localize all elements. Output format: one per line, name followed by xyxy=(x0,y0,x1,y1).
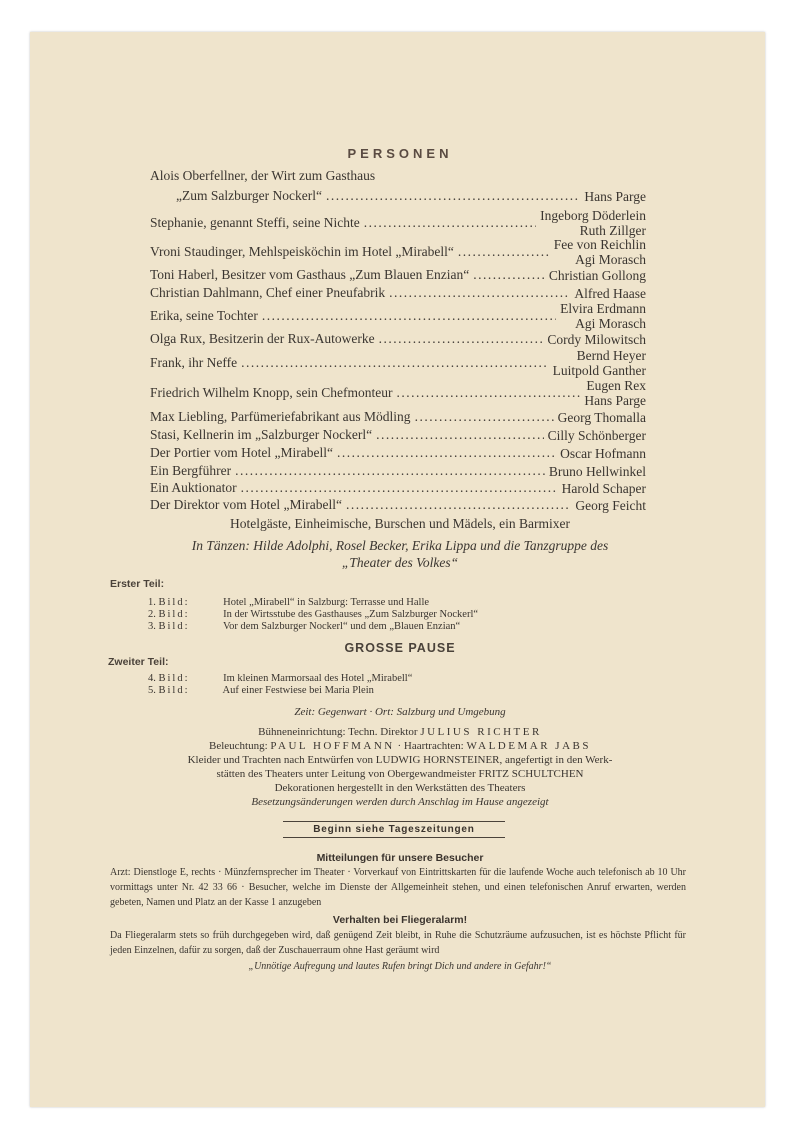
credit-text: · Haartrachten: xyxy=(397,740,464,752)
cast-row xyxy=(150,497,646,513)
start-time-notice: Beginn siehe Tageszeitungen xyxy=(283,821,505,838)
cast-role: Ein Bergführer xyxy=(150,463,232,478)
cast-actor: Christian Gollong xyxy=(548,267,646,283)
cast-actor: Harold Schaper xyxy=(561,480,646,496)
scene-number: 4. xyxy=(148,673,156,684)
cast-actor: Cilly Schönberger xyxy=(547,427,646,443)
scene-bild-label: Bild: xyxy=(158,621,190,632)
scene-item xyxy=(148,609,478,620)
visitor-info-text: Arzt: Dienstloge E, rechts · Münzfernsprecher im Theater · Vorverkauf von Eintrittskarten für die laufende Woche auch telefonisch ab 10 Uhr vormittags unter Nr. 42 33 66 · Besucher, welche im Dienste der Allgemeinheit stehen, und einen telefonischen Anruf erwarten, werden gebeten, Namen und Platz an der Kasse 1 anzugeben xyxy=(110,867,686,908)
cast-role: „Zum Salzburger Nockerl“ xyxy=(176,188,322,203)
credit-line xyxy=(0,726,800,738)
credit-text: Beleuchtung: xyxy=(209,740,268,752)
credit-line xyxy=(0,740,800,752)
cast-row xyxy=(150,445,646,461)
cast-role: Frank, ihr Neffe xyxy=(150,355,238,370)
cast-role: Christian Dahlmann, Chef einer Pneufabrik xyxy=(150,285,386,300)
cast-actor: Hans Parge xyxy=(584,188,646,204)
part-two-label: Zweiter Teil: xyxy=(108,656,169,668)
cast-row xyxy=(150,188,646,204)
scene-number: 1. xyxy=(148,597,156,608)
cast-actor: Agi Morasch xyxy=(575,316,646,331)
cast-row xyxy=(150,378,646,408)
cast-row xyxy=(150,267,646,283)
air-raid-text: Da Fliegeralarm stets so früh durchgegeben wird, daß genügend Zeit bleibt, in Ruhe die Schutzräume aufzusuchen, ist es höchste Pflicht für jeden Einzelnen, dafür zu sorgen, daß der Zuschauerraum ohne Hast geräumt wird xyxy=(110,930,686,956)
cast-row xyxy=(150,208,646,238)
cast-change-notice: Besetzungsänderungen werden durch Anschlag im Hause angezeigt xyxy=(251,796,549,808)
credit-name: PAUL HOFFMANN xyxy=(270,740,395,752)
scene-bild-label: Bild: xyxy=(158,609,190,620)
cast-role: Ein Auktionator xyxy=(150,480,237,495)
cast-actor: Hans Parge xyxy=(584,393,646,408)
credit-name: JULIUS RICHTER xyxy=(420,726,542,738)
cast-role: Olga Rux, Besitzerin der Rux-Autowerke xyxy=(150,331,375,346)
scene-bild-label: Bild: xyxy=(158,685,190,696)
cast-actor: Agi Morasch xyxy=(575,252,646,267)
scene-item xyxy=(148,597,429,608)
credit-line: Kleider und Trachten nach Entwürfen von LUDWIG HORNSTEINER, angefertigt in den Werk- xyxy=(187,754,613,766)
visitor-info-heading: Mitteilungen für unsere Besucher xyxy=(316,852,484,864)
scene-number: 2. xyxy=(148,609,156,620)
cast-role-line: Alois Oberfellner, der Wirt zum Gasthaus xyxy=(150,168,376,183)
dancers-line: In Tänzen: Hilde Adolphi, Rosel Becker, Erika Lippa und die Tanzgruppe des xyxy=(191,538,609,553)
scene-bild-label: Bild: xyxy=(158,673,190,684)
cast-row xyxy=(150,348,646,378)
credit-name: WALDEMAR JABS xyxy=(466,740,591,752)
credit-line: stätten des Theaters unter Leitung von Obergewandmeister FRITZ SCHULTCHEN xyxy=(216,768,584,780)
cast-actor: Georg Thomalla xyxy=(557,409,646,425)
cast-actor: Cordy Milowitsch xyxy=(547,331,646,347)
cast-role: Vroni Staudinger, Mehlspeisköchin im Hotel „Mirabell“ xyxy=(150,244,454,259)
cast-row xyxy=(150,427,646,443)
cast-actor: Ingeborg Döderlein xyxy=(540,208,646,223)
cast-actor: Georg Feicht xyxy=(575,497,646,513)
cast-actor: Luitpold Ganther xyxy=(552,363,646,378)
scene-text: Hotel „Mirabell“ in Salzburg: Terrasse und Halle xyxy=(223,597,430,608)
cast-actor: Fee von Reichlin xyxy=(553,237,646,252)
cast-role: Stasi, Kellnerin im „Salzburger Nockerl“ xyxy=(150,427,373,442)
cast-row xyxy=(150,285,646,301)
scene-bild-label: Bild: xyxy=(158,597,190,608)
air-raid-heading: Verhalten bei Fliegeralarm! xyxy=(332,914,468,926)
part-one-label: Erster Teil: xyxy=(110,578,165,590)
cast-role: Max Liebling, Parfümeriefabrikant aus Mödling xyxy=(150,409,411,424)
scene-item xyxy=(148,685,374,696)
scene-text: In der Wirtsstube des Gasthauses „Zum Salzburger Nockerl“ xyxy=(223,609,479,620)
scene-number: 3. xyxy=(148,621,156,632)
cast-row xyxy=(150,331,646,347)
credit-line: Dekorationen hergestellt in den Werkstätten des Theaters xyxy=(274,782,526,794)
cast-actor: Elvira Erdmann xyxy=(560,301,646,316)
cast-row xyxy=(150,301,646,331)
cast-role: Friedrich Wilhelm Knopp, sein Chefmonteur xyxy=(150,385,393,400)
dancers-line: „Theater des Volkes“ xyxy=(341,555,459,570)
scene-text: Auf einer Festwiese bei Maria Plein xyxy=(222,685,374,696)
cast-actor: Alfred Haase xyxy=(574,285,646,301)
cast-row xyxy=(150,409,646,425)
cast-row xyxy=(150,463,646,479)
cast-role: Toni Haberl, Besitzer vom Gasthaus „Zum Blauen Enzian“ xyxy=(150,267,470,282)
time-place: Zeit: Gegenwart · Ort: Salzburg und Umgebung xyxy=(294,706,506,718)
scene-item xyxy=(148,621,460,632)
extras-line: Hotelgäste, Einheimische, Burschen und Mädels, ein Barmixer xyxy=(229,516,571,531)
scene-text: Vor dem Salzburger Nockerl“ und dem „Blauen Enzian“ xyxy=(222,621,461,632)
cast-role: Stephanie, genannt Steffi, seine Nichte xyxy=(150,215,360,230)
cast-actor: Oscar Hofmann xyxy=(560,445,646,461)
scene-number: 5. xyxy=(148,685,156,696)
credit-text: Bühneneinrichtung: Techn. Direktor xyxy=(258,726,418,738)
cast-actor: Bruno Hellwinkel xyxy=(548,463,646,479)
cast-actor: Bernd Heyer xyxy=(576,348,646,363)
cast-actor: Eugen Rex xyxy=(586,378,646,393)
air-raid-quote: „Unnötige Aufregung und lautes Rufen bringt Dich und andere in Gefahr!“ xyxy=(248,961,552,972)
scene-item xyxy=(148,673,412,684)
cast-role: Der Direktor vom Hotel „Mirabell“ xyxy=(150,497,342,512)
cast-actor: Ruth Zillger xyxy=(579,223,646,238)
cast-role: Erika, seine Tochter xyxy=(150,308,258,323)
scene-text: Im kleinen Marmorsaal des Hotel „Mirabell“ xyxy=(223,673,413,684)
cast-row xyxy=(150,237,646,267)
cast-role: Der Portier vom Hotel „Mirabell“ xyxy=(150,445,333,460)
cast-heading: PERSONEN xyxy=(347,146,453,161)
cast-row xyxy=(150,480,646,496)
intermission-heading: GROSSE PAUSE xyxy=(344,641,456,655)
